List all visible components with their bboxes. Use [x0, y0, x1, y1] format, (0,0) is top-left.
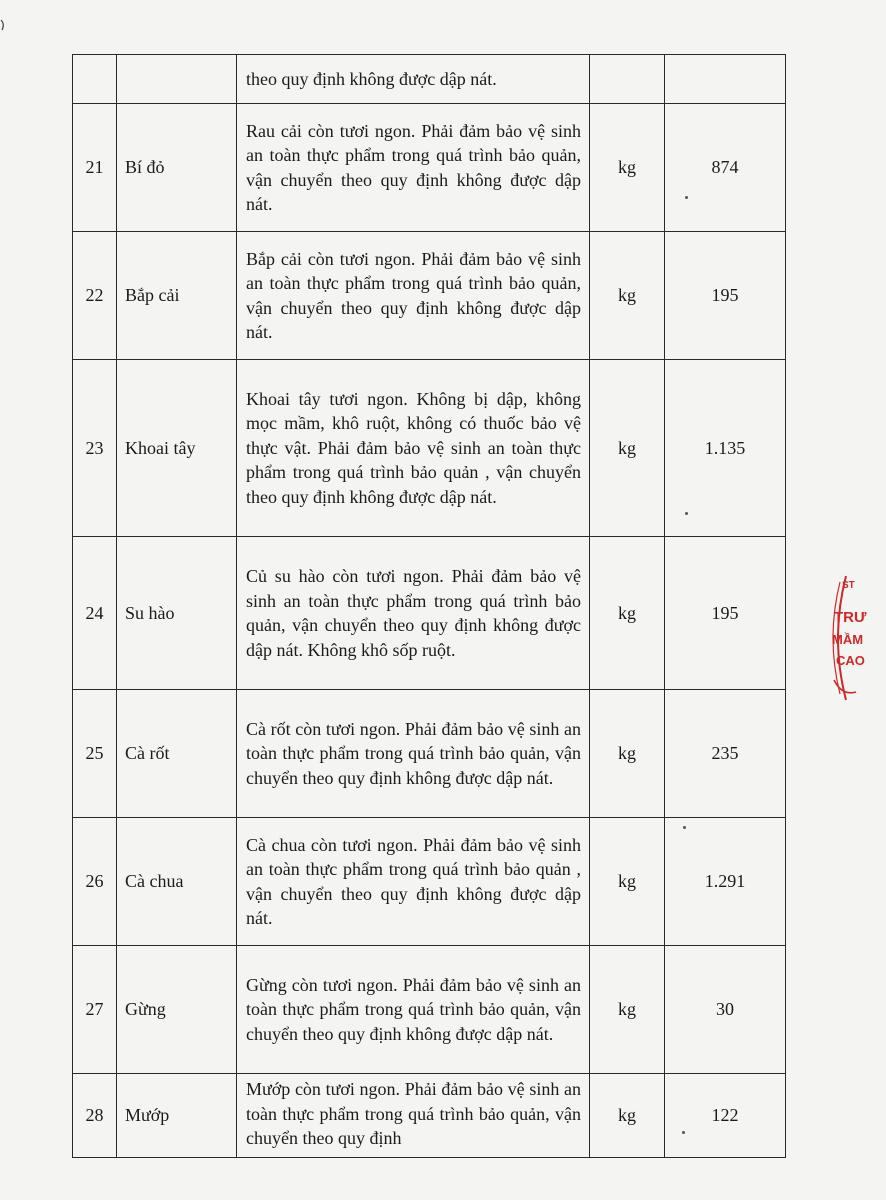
- item-unit: kg: [590, 537, 665, 690]
- row-number: [73, 55, 117, 104]
- item-name: Bí đỏ: [117, 104, 237, 232]
- item-quantity: 30: [665, 946, 786, 1074]
- item-unit: kg: [590, 1074, 665, 1158]
- table-row: [73, 818, 786, 946]
- item-quantity: 195: [665, 537, 786, 690]
- table-row: [73, 537, 786, 690]
- item-name: Su hào: [117, 537, 237, 690]
- item-description: Củ su hào còn tươi ngon. Phải đảm bảo vệ sinh an toàn thực phẩm trong quá trình bảo quản, vận chuyển theo quy định không được dập nát. Không khô sốp ruột.: [237, 537, 590, 690]
- item-description: Bắp cải còn tươi ngon. Phải đảm bảo vệ sinh an toàn thực phẩm trong quá trình bảo quản, vận chuyển theo quy định không được dập nát.: [237, 232, 590, 360]
- seal-text-line: MẦM: [832, 632, 864, 647]
- red-seal-stamp: [826, 568, 886, 708]
- row-number: 24: [73, 537, 117, 690]
- row-number: 28: [73, 1074, 117, 1158]
- scan-speck: [682, 1131, 685, 1134]
- item-quantity: 1.135: [665, 360, 786, 537]
- table-row: [73, 946, 786, 1074]
- item-description: Mướp còn tươi ngon. Phải đảm bảo vệ sinh an toàn thực phẩm trong quá trình bảo quản, vận chuyển theo quy định: [237, 1074, 590, 1158]
- table-row: [73, 690, 786, 818]
- row-number: 22: [73, 232, 117, 360]
- item-unit: kg: [590, 690, 665, 818]
- table-row: [73, 104, 786, 232]
- table-row: [73, 360, 786, 537]
- item-quantity: 122: [665, 1074, 786, 1158]
- item-description: Rau cải còn tươi ngon. Phải đảm bảo vệ sinh an toàn thực phẩm trong quá trình bảo quản, vận chuyển theo quy định không được dập nát.: [237, 104, 590, 232]
- seal-icon: [826, 568, 886, 708]
- item-description: Cà rốt còn tươi ngon. Phải đảm bảo vệ sinh an toàn thực phẩm trong quá trình bảo quản, vận chuyển theo quy định không được dập nát.: [237, 690, 590, 818]
- seal-text-line: ST: [842, 580, 855, 591]
- item-description: Cà chua còn tươi ngon. Phải đảm bảo vệ sinh an toàn thực phẩm trong quá trình bảo quản , vận chuyển theo quy định không được dập nát.: [237, 818, 590, 946]
- item-unit: kg: [590, 360, 665, 537]
- item-quantity: 235: [665, 690, 786, 818]
- row-number: 26: [73, 818, 117, 946]
- goods-table: [72, 54, 786, 1158]
- item-description: Gừng còn tươi ngon. Phải đảm bảo vệ sinh an toàn thực phẩm trong quá trình bảo quản, vận chuyển theo quy định không được dập nát.: [237, 946, 590, 1074]
- table-row: [73, 232, 786, 360]
- item-name: [117, 55, 237, 104]
- item-name: Gừng: [117, 946, 237, 1074]
- item-name: Mướp: [117, 1074, 237, 1158]
- scan-speck: [685, 512, 688, 515]
- row-number: 21: [73, 104, 117, 232]
- item-quantity: [665, 55, 786, 104]
- row-number: 23: [73, 360, 117, 537]
- item-unit: kg: [590, 818, 665, 946]
- table-row: [73, 55, 786, 104]
- item-quantity: 195: [665, 232, 786, 360]
- item-unit: kg: [590, 232, 665, 360]
- item-unit: kg: [590, 104, 665, 232]
- seal-text-line: CAO: [836, 653, 865, 668]
- item-unit: [590, 55, 665, 104]
- seal-text-line: TRƯ: [834, 609, 867, 626]
- item-unit: kg: [590, 946, 665, 1074]
- row-number: 27: [73, 946, 117, 1074]
- scan-speck: [685, 196, 688, 199]
- item-description: theo quy định không được dập nát.: [237, 55, 590, 104]
- item-name: Cà chua: [117, 818, 237, 946]
- item-name: Cà rốt: [117, 690, 237, 818]
- item-name: Bắp cải: [117, 232, 237, 360]
- item-quantity: 874: [665, 104, 786, 232]
- item-description: Khoai tây tươi ngon. Không bị dập, không mọc mầm, khô ruột, không có thuốc bảo vệ thực vật. Phải đảm bảo vệ sinh an toàn thực phẩm trong quá trình bảo quản , vận chuyển theo quy định không được dập nát.: [237, 360, 590, 537]
- row-number: 25: [73, 690, 117, 818]
- item-name: Khoai tây: [117, 360, 237, 537]
- scan-speck: [683, 826, 686, 829]
- item-quantity: 1.291: [665, 818, 786, 946]
- table-row: [73, 1074, 786, 1158]
- corner-mark: [0, 18, 8, 38]
